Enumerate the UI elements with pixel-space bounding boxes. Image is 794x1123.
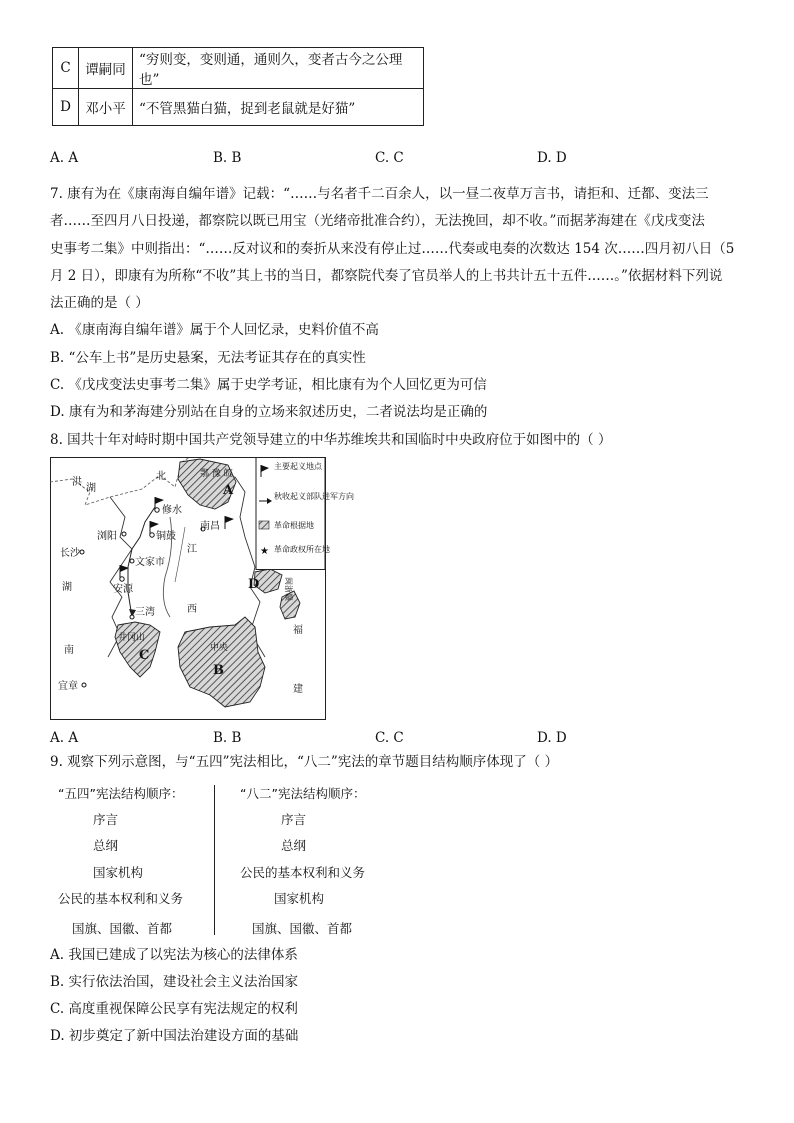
- map-label: 中央: [210, 643, 229, 653]
- row-quote: “不管黑猫白猫，捉到老鼠就是好猫”: [133, 89, 424, 126]
- row-person: 邓小平: [79, 89, 133, 126]
- wusi-item: 总纲: [93, 838, 119, 853]
- map-label: 湖: [86, 483, 96, 494]
- q8-choices: [50, 730, 750, 748]
- legend-label: 秋收起义部队进军方向: [274, 492, 354, 501]
- row-letter: D: [53, 89, 79, 126]
- q7-stem-line: 月 2 日），即康有为所称“不收”其上书的当日，都察院代奏了官员举人的上书共计五十五件……。”依据材料下列说: [50, 268, 723, 284]
- table-row: [53, 48, 424, 89]
- wusi-item: 序言: [93, 812, 119, 827]
- q7-stem-line: 7. 康有为在《康南海自编年谱》记载：“……与名者千二百余人，以一昼二夜草万言书，请拒和、迁都、变法三: [50, 186, 709, 202]
- legend-label: 革命政权所在地: [274, 545, 330, 554]
- q9-stem: 9. 观察下列示意图，与“五四”宪法相比，“八二”宪法的章节题目结构顺序体现了（ ）: [50, 754, 559, 770]
- map-label: 长沙: [60, 548, 80, 559]
- star-legend-icon: ★: [260, 546, 269, 557]
- hatch-legend-icon: [259, 521, 269, 529]
- choice-c[interactable]: C. C: [375, 730, 404, 746]
- q6-choices: [50, 150, 750, 168]
- map-label: 洪: [72, 477, 82, 488]
- q7-stem-line: 者……至四月八日投递，都察院以既已用宝（光绪帝批准合约），无法挽回，却不收。”而据茅海建在《戊戌变法: [50, 213, 705, 229]
- map-label: 北: [156, 471, 166, 482]
- baer-item: 公民的基本权利和义务: [240, 865, 366, 880]
- choice-b[interactable]: B. B: [213, 730, 242, 746]
- map-label: 宜章: [58, 681, 78, 692]
- legend-label: 革命根据地: [274, 521, 314, 530]
- map-label: 浏阳: [97, 531, 117, 542]
- map-letter: B: [213, 663, 224, 678]
- map-label: 三湾: [135, 607, 155, 618]
- q8-stem: 8. 国共十年对峙时期中国共产党领导建立的中华苏维埃共和国临时中央政府位于如图中的（ ）: [50, 432, 612, 448]
- divider-line: [214, 785, 215, 935]
- wusi-title: “五四”宪法结构顺序：: [58, 786, 184, 801]
- map-label: 建: [293, 684, 303, 695]
- baer-title: “八二”宪法结构顺序：: [240, 786, 366, 801]
- q6-options-table: [52, 47, 424, 126]
- q7-option-d[interactable]: D. 康有为和茅海建分别站在自身的立场来叙述历史，二者说法均是正确的: [50, 404, 488, 420]
- wusi-item: 公民的基本权利和义务: [58, 891, 184, 906]
- map-letter: C: [139, 648, 150, 663]
- q7-option-c[interactable]: C. 《戊戌变法史事考二集》属于史学考证，相比康有为个人回忆更为可信: [50, 377, 487, 393]
- map-label: 铜鼓: [156, 531, 176, 542]
- table-row: [53, 89, 424, 126]
- map-label: 井冈山: [118, 633, 146, 643]
- q9-option-b[interactable]: B. 实行依法治国，建设社会主义法治国家: [50, 974, 299, 990]
- map-label: 西: [187, 604, 197, 615]
- q9-option-a[interactable]: A. 我国已建成了以宪法为核心的法律体系: [50, 947, 298, 963]
- q9-option-d[interactable]: D. 初步奠定了新中国法治建设方面的基础: [50, 1028, 299, 1044]
- map-label: 江: [187, 544, 197, 555]
- baer-item: 总纲: [281, 838, 307, 853]
- row-letter: C: [53, 48, 79, 89]
- q9-option-c[interactable]: C. 高度重视保障公民享有宪法规定的权利: [50, 1001, 298, 1017]
- choice-b[interactable]: B. B: [213, 150, 242, 166]
- choice-d[interactable]: D. D: [537, 150, 567, 166]
- q7-option-a[interactable]: A. 《康南海自编年谱》属于个人回忆录，史料价值不高: [50, 322, 379, 338]
- revolution-map: [50, 457, 354, 720]
- choice-c[interactable]: C. C: [375, 150, 404, 166]
- map-label: 福: [293, 625, 303, 636]
- q7-option-b[interactable]: B. “公车上书”是历史悬案，无法考证其存在的真实性: [50, 350, 366, 366]
- baer-item: 国家机构: [274, 891, 325, 906]
- q7-stem-line: 史事考二集》中则指出：“……反对议和的奏折从来没有停止过……代奏或电奏的次数达 154 次……四月初八日（5: [50, 241, 735, 257]
- map-label: 闽浙赣: [284, 577, 293, 601]
- map-label: 文家市: [135, 557, 165, 568]
- map-letter: A: [223, 483, 234, 498]
- map-label: 南: [64, 645, 74, 656]
- q7-stem-line: 法正确的是（ ）: [50, 295, 149, 311]
- map-label: 安源: [113, 584, 133, 595]
- choice-d[interactable]: D. D: [537, 730, 567, 746]
- map-label: 湖: [62, 582, 72, 593]
- row-person: 谭嗣同: [79, 48, 133, 89]
- map-label: 南昌: [200, 521, 220, 532]
- map-label: 修水: [162, 505, 182, 516]
- baer-item: 序言: [281, 812, 307, 827]
- map-letter: D: [248, 577, 260, 592]
- wusi-item: 国旗、国徽、首都: [72, 921, 173, 936]
- row-quote: “穷则变，变则通，通则久，变者古今之公理也”: [133, 48, 424, 89]
- map-label: 鄂 豫 皖: [200, 469, 233, 479]
- choice-a[interactable]: A. A: [50, 150, 79, 166]
- wusi-item: 国家机构: [93, 865, 144, 880]
- choice-a[interactable]: A. A: [50, 730, 79, 746]
- baer-item: 国旗、国徽、首都: [252, 921, 353, 936]
- legend-label: 主要起义地点: [274, 462, 322, 471]
